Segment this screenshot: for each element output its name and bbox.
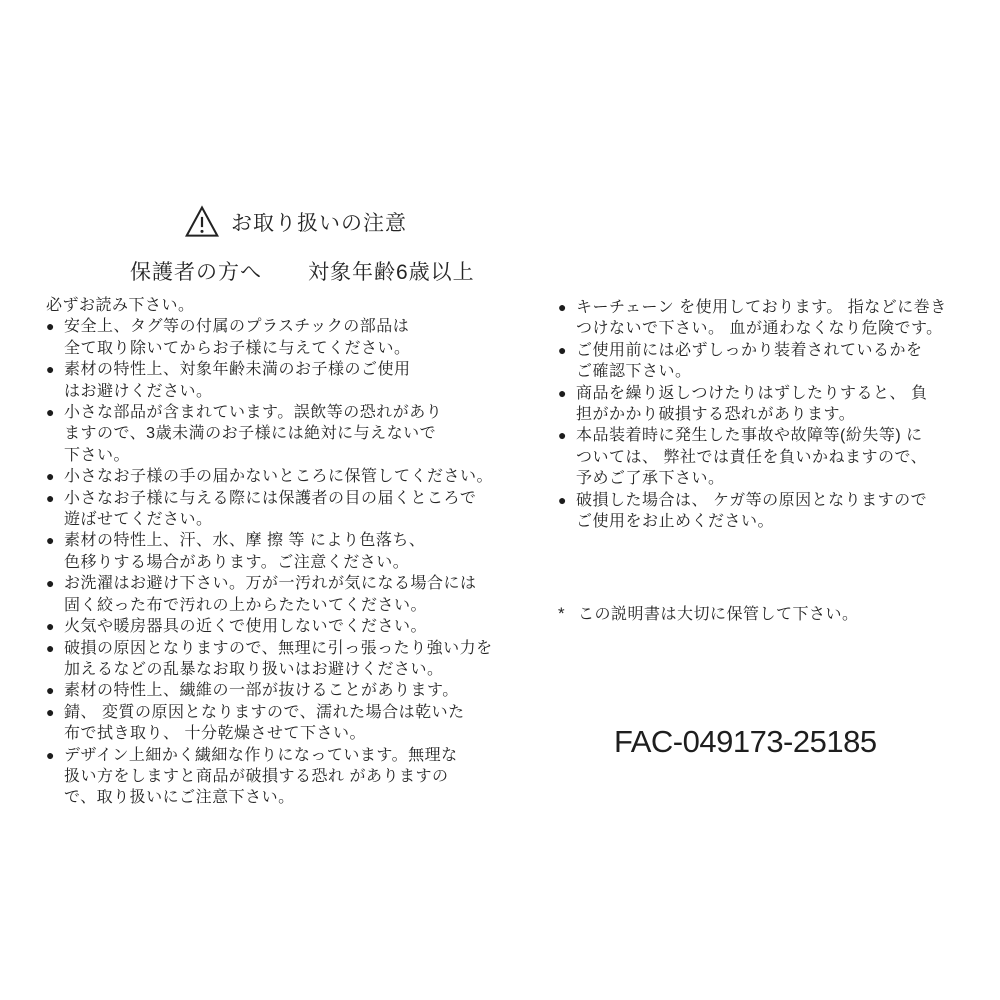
bullet-dot-icon: ● (46, 575, 55, 592)
instruction-line: 破損した場合は、 ケガ等の原因となりますので (576, 491, 928, 509)
instruction-line: 加えるなどの乱暴なお取り扱いはお避けください。 (64, 660, 444, 678)
audience-label: 保護者の方へ (130, 261, 262, 284)
instruction-line: 素材の特性上、対象年齢未満のお子様のご使用 (64, 361, 411, 379)
bullet-dot-icon: ● (46, 361, 55, 378)
warning-triangle-icon (185, 205, 219, 239)
instruction-line: つけないで下さい。 血が通わなくなり危険です。 (576, 320, 943, 338)
subtitle (130, 256, 475, 286)
instruction-line: 小さなお子様の手の届かないところに保管してください。 (64, 468, 494, 486)
care-instruction-item (46, 638, 498, 681)
care-instruction-item (46, 530, 498, 573)
right-bullet-list (558, 297, 970, 532)
bullet-dot-icon: ● (46, 618, 55, 635)
instruction-line: 素材の特性上、汗、水、摩 擦 等 により色落ち、 (64, 532, 426, 550)
bullet-dot-icon: ● (46, 404, 55, 421)
bullet-dot-icon: ● (46, 489, 55, 506)
care-instruction-item (558, 383, 970, 426)
care-instruction-item (46, 316, 498, 359)
left-bullet-list (46, 316, 498, 808)
instruction-line: 錆、 変質の原因となりますので、濡れた場合は乾いた (64, 703, 465, 721)
care-instruction-item (46, 573, 498, 616)
care-instruction-item (46, 359, 498, 402)
instruction-line: キーチェーン を使用しております。 指などに巻き (576, 299, 947, 316)
lead-text: 必ずお読み下さい。 (46, 297, 195, 314)
instruction-line: 全て取り除いてからお子様に与えてください。 (64, 339, 411, 357)
instruction-line: 遊ばせてください。 (64, 511, 213, 529)
instruction-line: 安全上、タグ等の付属のプラスチックの部品は (64, 318, 410, 336)
note-text: この説明書は大切に保管して下さい。 (578, 606, 859, 623)
instruction-line: ますので、3歳未満のお子様には絶対に与えないで (64, 425, 437, 443)
instruction-line: ご使用をお止めください。 (576, 513, 775, 531)
instruction-line: 下さい。 (64, 446, 131, 464)
asterisk-icon: * (558, 604, 566, 623)
right-column (558, 297, 970, 532)
care-instruction-item (558, 297, 970, 340)
bullet-dot-icon: ● (46, 318, 55, 335)
instruction-line: で、取り扱いにご注意下さい。 (64, 789, 295, 807)
header (185, 205, 407, 239)
bullet-dot-icon: ● (46, 746, 55, 763)
instruction-line: 本品装着時に発生した事故や故障等(紛失等) に (576, 427, 923, 445)
bullet-dot-icon: ● (558, 491, 567, 508)
care-instruction-item (46, 702, 498, 745)
care-instruction-item (558, 340, 970, 383)
instruction-line: デザイン上細かく繊細な作りになっています。無理な (64, 746, 458, 764)
instruction-line: 色移りする場合があります。ご注意ください。 (64, 553, 410, 571)
instruction-line: 担がかかり破損する恐れがあります。 (576, 406, 856, 424)
bullet-dot-icon: ● (558, 427, 567, 444)
care-instruction-item (46, 488, 498, 531)
instruction-line: 予めご了承下さい。 (576, 470, 725, 488)
target-age-label: 対象年齢6歳以上 (308, 261, 475, 284)
care-instruction-item (46, 466, 498, 487)
care-instruction-item (46, 745, 498, 809)
instruction-line: ご使用前には必ずしっかり装着されているかを (576, 341, 923, 359)
product-code: FAC-049173-25185 (614, 724, 877, 759)
bullet-dot-icon: ● (46, 682, 55, 699)
instruction-line: 小さな部品が含まれています。誤飲等の恐れがあり (64, 404, 443, 422)
keep-manual-note (558, 601, 859, 624)
instruction-line: ご確認下さい。 (576, 363, 692, 381)
instruction-line: 扱い方をしますと商品が破損する恐れ がありますの (64, 767, 449, 785)
instruction-line: 商品を繰り返しつけたりはずしたりすると、 負 (576, 384, 928, 402)
instruction-line: ついては、 弊社では責任を負いかねますので、 (576, 448, 928, 466)
care-instruction-item (558, 425, 970, 489)
page-title: お取り扱いの注意 (231, 212, 407, 235)
instruction-line: 素材の特性上、繊維の一部が抜けることがあります。 (64, 682, 459, 700)
care-instruction-item (46, 616, 498, 637)
bullet-dot-icon: ● (46, 532, 55, 549)
bullet-dot-icon: ● (46, 468, 55, 485)
care-instruction-item (46, 402, 498, 466)
instruction-line: 小さなお子様に与える際には保護者の目の届くところで (64, 489, 477, 507)
left-column (46, 295, 498, 809)
instruction-line: お洗濯はお避け下さい。万が一汚れが気になる場合には (64, 575, 477, 593)
care-instruction-item (46, 680, 498, 701)
bullet-dot-icon: ● (46, 703, 55, 720)
bullet-dot-icon: ● (46, 639, 55, 656)
instruction-line: 破損の原因となりますので、無理に引っ張ったり強い力を (64, 639, 493, 657)
instruction-line: 固く絞った布で汚れの上からたたいてください。 (64, 596, 428, 614)
instruction-line: 布で拭き取り、 十分乾燥させて下さい。 (64, 725, 366, 743)
care-instruction-item (558, 490, 970, 533)
instruction-line: はお避けください。 (64, 382, 213, 400)
bullet-dot-icon: ● (558, 299, 567, 315)
instruction-line: 火気や暖房器具の近くで使用しないでください。 (64, 618, 428, 636)
bullet-dot-icon: ● (558, 384, 567, 401)
bullet-dot-icon: ● (558, 341, 567, 358)
